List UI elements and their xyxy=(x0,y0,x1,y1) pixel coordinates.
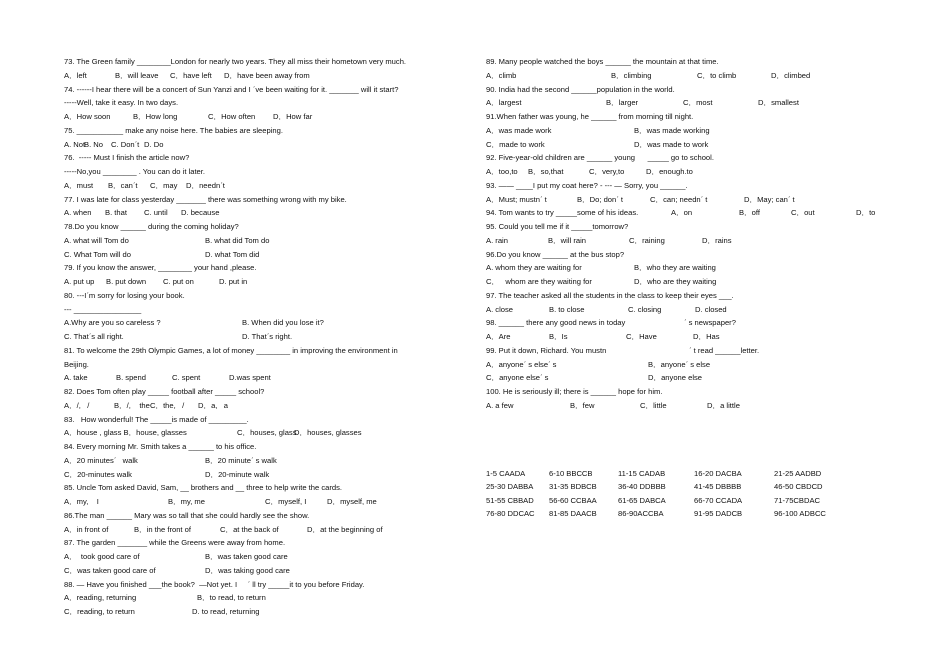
option-text: C．20-minutes walk xyxy=(64,469,132,479)
option-text: B．who they are waiting xyxy=(634,263,716,273)
option-text: A．in front of xyxy=(64,524,109,534)
answer-options-line xyxy=(486,303,916,317)
option-text: D．a little xyxy=(707,400,740,410)
answer-options-line xyxy=(486,165,916,179)
answer-key-entry: 96-100 ADBCC xyxy=(774,509,826,519)
option-text: B．to read, to return xyxy=(197,593,266,603)
option-text: --- ________________ xyxy=(64,304,142,314)
option-text: A．Are xyxy=(486,332,511,341)
question-text: 100. He is seriously ill; there is ______ hope for him. xyxy=(486,387,663,396)
answer-options-line xyxy=(64,110,474,124)
option-text: D. put in xyxy=(219,277,248,286)
answer-options-line xyxy=(64,165,474,179)
option-text: D．enough.to xyxy=(646,167,693,176)
answer-key-entry: 46-50 CBDCD xyxy=(774,482,823,492)
question-stem-line xyxy=(64,344,474,358)
option-text: C．anyone elseˊ s xyxy=(486,373,549,383)
option-text: B．will leave xyxy=(115,70,159,80)
option-text: A. take xyxy=(64,373,88,383)
option-text: D．May; canˊ t xyxy=(744,194,795,204)
option-text: C． whom are they waiting for xyxy=(486,277,592,286)
option-text: A．left xyxy=(64,70,87,80)
question-stem-line xyxy=(64,124,474,138)
question-stem-line xyxy=(486,206,916,220)
option-text: C．at the back of xyxy=(220,524,279,534)
answer-options-line xyxy=(486,275,916,289)
answer-options-line xyxy=(64,275,474,289)
option-text: D. what Tom did xyxy=(205,249,260,259)
question-stem-line xyxy=(486,344,916,358)
question-text: 96.Do you know ______ at the bus stop? xyxy=(486,249,625,259)
option-text: ˊ t read ______letter. xyxy=(689,345,760,355)
question-text: 92. Five-year-old children are ______ young _____ go to school. xyxy=(486,153,714,163)
option-text: A. put up xyxy=(64,277,95,286)
answer-options-line xyxy=(486,138,916,152)
question-text: 73. The Green family ________London for nearly two years. They all miss their hometown very much. xyxy=(64,57,407,66)
answer-key-entry: 11-15 CADAB xyxy=(618,468,666,478)
option-text: C．to climb xyxy=(697,70,737,80)
option-text: D. because xyxy=(181,208,220,218)
option-text: A．on xyxy=(671,208,693,218)
option-text: D．was made to work xyxy=(634,139,709,149)
option-text: C．very,to xyxy=(589,167,625,176)
option-text: ˊ s newspaper? xyxy=(684,318,736,328)
question-text: 74. ------I hear there will be a concert of Sun Yanzi and I ˊve been waiting for it. _______ will it start? xyxy=(64,84,399,94)
answer-options-line xyxy=(486,96,916,110)
answer-key-entry: 51-55 CBBAD xyxy=(486,495,534,505)
option-text: D．Has xyxy=(693,332,720,341)
option-text: D．smallest xyxy=(758,98,799,108)
answer-options-line xyxy=(64,330,474,344)
answer-key-entry: 6-10 BBCCB xyxy=(549,468,593,478)
answer-options-line xyxy=(64,495,474,509)
question-stem-line xyxy=(64,83,474,97)
option-text: C．most xyxy=(683,98,713,108)
question-text: 97. The teacher asked all the students in the class to keep their eyes ___. xyxy=(486,290,734,300)
question-text: 95. Could you tell me if it _____tomorrow? xyxy=(486,222,629,231)
answer-options-line xyxy=(486,69,916,83)
question-text: 91.When father was young, he ______ from morning till night. xyxy=(486,112,694,121)
question-text: 83. How wonderful! The _____is made of _________. xyxy=(64,414,249,424)
question-stem-line xyxy=(486,316,916,330)
option-text: B．off xyxy=(739,208,760,218)
option-text: A. whom they are waiting for xyxy=(486,263,582,273)
answer-options-line xyxy=(64,96,474,110)
answer-options-line xyxy=(486,193,916,207)
option-text: A. close xyxy=(486,304,514,314)
option-text: B. put down xyxy=(106,277,147,286)
question-text: 79. If you know the answer, ________ your hand ,please. xyxy=(64,263,257,273)
option-text: C．was taken good care of xyxy=(64,565,156,575)
question-stem-line xyxy=(64,220,474,234)
option-text: A．largest xyxy=(486,98,522,108)
answer-options-line xyxy=(64,179,474,193)
answer-options-line xyxy=(64,550,474,564)
question-text: 88. — Have you finished ___the book? —Not yet. I ˊ ll try _____it to you before Friday. xyxy=(64,579,365,589)
option-text: B．climbing xyxy=(611,70,652,80)
option-text: B．/, the xyxy=(114,400,150,410)
option-text: D．to xyxy=(856,208,876,218)
option-text: -----Well, take it easy. In two days. xyxy=(64,98,179,108)
answer-options-line xyxy=(64,248,474,262)
option-text: C．out xyxy=(791,208,815,218)
answer-options-line xyxy=(64,303,474,317)
option-text: D. closed xyxy=(695,304,727,314)
answer-key-entry: 91-95 DADCB xyxy=(694,509,743,519)
question-text: 77. I was late for class yesterday _______ there was something wrong with my bike. xyxy=(64,194,347,204)
option-text: D．rains xyxy=(702,235,732,245)
question-text: 78.Do you know ______ during the coming holiday? xyxy=(64,222,239,231)
answer-key xyxy=(486,467,916,521)
option-text: A．/, / xyxy=(64,400,90,410)
option-text: D. Do xyxy=(144,139,164,149)
option-text: A．20 minutesˊ walk xyxy=(64,455,138,465)
option-text: A．climb xyxy=(486,70,517,80)
option-text: A. a few xyxy=(486,400,514,410)
question-stem-line xyxy=(486,110,916,124)
question-stem-line xyxy=(64,481,474,495)
answer-options-line xyxy=(64,523,474,537)
option-text: A.Why are you so careless ? xyxy=(64,318,161,328)
question-stem-line xyxy=(486,385,916,399)
option-text: A. when xyxy=(64,208,92,218)
option-text: C．houses, glass xyxy=(237,428,297,438)
option-text: D．neednˊt xyxy=(186,180,225,190)
question-text: 80. ---Iˊm sorry for losing your book. xyxy=(64,290,185,300)
option-text: A. what will Tom do xyxy=(64,235,129,245)
option-text: B. When did you lose it? xyxy=(242,318,324,328)
option-text: A． took good care of xyxy=(64,552,140,561)
question-stem-line xyxy=(486,248,916,262)
answer-options-line xyxy=(64,591,474,605)
option-text: B．my, me xyxy=(168,497,205,506)
option-text: A．reading, returning xyxy=(64,593,137,603)
option-text: B．so,that xyxy=(528,167,564,176)
option-text: B．was made working xyxy=(634,125,710,135)
answer-key-entry: 61-65 DABCA xyxy=(618,495,666,505)
option-text: C. Donˊt xyxy=(111,139,140,149)
spacer xyxy=(486,413,916,467)
question-stem-line xyxy=(64,578,474,592)
question-text: 82. Does Tom often play _____ football after _____ school? xyxy=(64,387,265,396)
answer-key-entry: 36-40 DDBBB xyxy=(618,482,666,492)
option-text: B．larger xyxy=(606,98,639,108)
answer-options-line xyxy=(486,330,916,344)
option-text: C. spent xyxy=(172,373,201,383)
answer-options-line xyxy=(64,468,474,482)
option-text: C. What Tom will do xyxy=(64,249,131,259)
option-text: B. spend xyxy=(116,373,146,383)
option-text: D．houses, glasses xyxy=(294,428,362,438)
question-stem-line xyxy=(64,509,474,523)
question-text: 81. To welcome the 29th Olympic Games, a lot of money ________ in improving the environment in xyxy=(64,345,398,355)
answer-options-line xyxy=(64,605,474,619)
question-stem-line xyxy=(64,261,474,275)
option-text: C．little xyxy=(640,400,667,410)
question-text: 85. Uncle Tom asked David, Sam, __ brothers and __ three to help write the cards. xyxy=(64,483,343,493)
option-text: D. to read, returning xyxy=(192,607,260,616)
question-text: 76. ----- Must I finish the article now? xyxy=(64,153,190,163)
answer-options-line xyxy=(486,358,916,372)
question-text: 87. The garden _______ while the Greens were away from home. xyxy=(64,538,286,548)
question-stem-line xyxy=(64,55,474,69)
question-text: 86.The man ______ Mary was so tall that she could hardly see the show. xyxy=(64,510,310,520)
question-stem-line xyxy=(486,220,916,234)
question-stem-line xyxy=(64,413,474,427)
option-text: C．have left xyxy=(170,70,212,80)
answer-key-entry: 1-5 CAADA xyxy=(486,468,526,478)
question-text: 93. —— ____I put my coat here? - --- — Sorry, you ______. xyxy=(486,180,688,190)
option-text: C．myself, I xyxy=(265,497,307,506)
option-text: B．Is xyxy=(549,332,568,341)
option-text: C. closing xyxy=(628,304,662,314)
option-text: A．house , glass B．house, glasses xyxy=(64,428,187,438)
option-text: A．must xyxy=(64,180,94,190)
answer-key-row xyxy=(486,507,916,521)
answer-key-entry: 81-85 DAACB xyxy=(549,509,597,519)
option-text: D．20-minute walk xyxy=(205,469,270,479)
question-stem-line xyxy=(64,289,474,303)
question-stem-line xyxy=(64,385,474,399)
answer-options-line xyxy=(64,234,474,248)
option-text: A．How soon xyxy=(64,112,111,121)
answer-key-entry: 76-80 DDCAC xyxy=(486,509,535,519)
question-text: 90. India had the second ______population in the world. xyxy=(486,84,675,94)
option-text: D．at the beginning of xyxy=(307,524,383,534)
option-text: A. Not xyxy=(64,139,86,149)
question-text: 98. ______ there any good news in today xyxy=(486,318,626,328)
option-text: D.was spent xyxy=(229,373,271,383)
answer-options-line xyxy=(64,69,474,83)
option-text: B．anyoneˊ s else xyxy=(648,359,711,369)
answer-options-line xyxy=(486,371,916,385)
question-stem-line xyxy=(486,55,916,69)
question-text: 75. ___________ make any noise here. The babies are sleeping. xyxy=(64,125,283,135)
option-text: B．canˊt xyxy=(108,180,138,190)
answer-key-entry: 41-45 DBBBB xyxy=(694,482,742,492)
option-text: D．was taking good care xyxy=(205,565,290,575)
option-text: B．Do; donˊ t xyxy=(577,194,624,204)
option-text: B. to close xyxy=(549,304,585,314)
option-text: D．How far xyxy=(273,112,313,121)
question-stem-line xyxy=(64,440,474,454)
option-text: D. Thatˊs right. xyxy=(242,332,293,341)
answer-options-line xyxy=(64,426,474,440)
option-text: C．How often xyxy=(208,112,256,121)
option-text: D．climbed xyxy=(771,70,811,80)
answer-options-line xyxy=(486,124,916,138)
answer-key-entry: 71-75CBDAC xyxy=(774,495,821,505)
option-text: A．was made work xyxy=(486,125,552,135)
question-stem-line xyxy=(486,289,916,303)
option-text: B．How long xyxy=(133,112,178,121)
option-text: D．have been away from xyxy=(224,70,310,80)
answer-options-line xyxy=(486,399,916,413)
question-stem-line xyxy=(486,83,916,97)
option-text: B．in the front of xyxy=(134,524,191,534)
answer-options-line xyxy=(64,358,474,372)
answer-key-entry: 66-70 CCADA xyxy=(694,495,743,505)
option-text: C．made to work xyxy=(486,139,545,149)
option-text: C．raining xyxy=(629,235,665,245)
question-stem-line xyxy=(486,151,916,165)
option-text: B．was taken good care xyxy=(205,552,288,561)
question-text: 94. Tom wants to try _____some of his ideas. xyxy=(486,208,639,218)
option-text: A．my, I xyxy=(64,497,99,506)
option-text: C．reading, to return xyxy=(64,607,135,616)
option-text: D．a, a xyxy=(198,400,228,410)
option-text: D．myself, me xyxy=(327,497,377,506)
option-text: A. rain xyxy=(486,235,508,245)
answer-key-row xyxy=(486,480,916,494)
option-text: Beijing. xyxy=(64,359,89,369)
option-text: C. until xyxy=(144,208,168,218)
answer-key-row xyxy=(486,494,916,508)
question-stem-line xyxy=(64,193,474,207)
answer-key-entry: 21-25 AADBD xyxy=(774,468,822,478)
option-text: A．too,to xyxy=(486,167,518,176)
answer-key-entry: 31-35 BDBCB xyxy=(549,482,597,492)
option-text: C．the, / xyxy=(150,400,185,410)
answer-options-line xyxy=(486,261,916,275)
option-text: C．Have xyxy=(626,332,657,341)
left-question-column xyxy=(64,55,474,619)
question-text: 84. Every morning Mr. Smith takes a ______ to his office. xyxy=(64,442,257,451)
option-text: C. put on xyxy=(163,277,194,286)
option-text: B．few xyxy=(570,400,595,410)
answer-options-line xyxy=(64,138,474,152)
question-stem-line xyxy=(64,536,474,550)
question-text: 89. Many people watched the boys ______ the mountain at that time. xyxy=(486,57,719,66)
answer-options-line xyxy=(64,454,474,468)
option-text: B．20 minuteˊ s walk xyxy=(205,455,277,465)
answer-options-line xyxy=(64,399,474,413)
option-text: B. what did Tom do xyxy=(205,235,270,245)
answer-key-entry: 56-60 CCBAA xyxy=(549,495,597,505)
option-text: B．will rain xyxy=(548,235,586,245)
right-question-column xyxy=(486,55,916,521)
option-text: C．may xyxy=(150,180,178,190)
option-text: B. that xyxy=(105,208,127,218)
answer-options-line xyxy=(64,316,474,330)
option-text: D．who are they waiting xyxy=(634,277,717,286)
question-stem-line xyxy=(64,151,474,165)
answer-options-line xyxy=(64,206,474,220)
option-text: A．anyoneˊ s elseˊ s xyxy=(486,359,557,369)
option-text: B. No xyxy=(84,139,103,149)
answer-key-row xyxy=(486,467,916,481)
answer-key-entry: 25-30 DABBA xyxy=(486,482,534,492)
answer-options-line xyxy=(64,564,474,578)
option-text: C. Thatˊs all right. xyxy=(64,332,124,341)
answer-key-entry: 16-20 DACBA xyxy=(694,468,742,478)
answer-key-entry: 86-90ACCBA xyxy=(618,509,664,519)
option-text: -----No,you ________ . You can do it later. xyxy=(64,167,205,176)
answer-options-line xyxy=(64,371,474,385)
option-text: A．Must; mustnˊ t xyxy=(486,194,547,204)
option-text: C．can; neednˊ t xyxy=(650,194,708,204)
question-text: 99. Put it down, Richard. You mustn xyxy=(486,345,607,355)
option-text: D．anyone else xyxy=(648,373,703,383)
question-stem-line xyxy=(486,179,916,193)
answer-options-line xyxy=(486,234,916,248)
